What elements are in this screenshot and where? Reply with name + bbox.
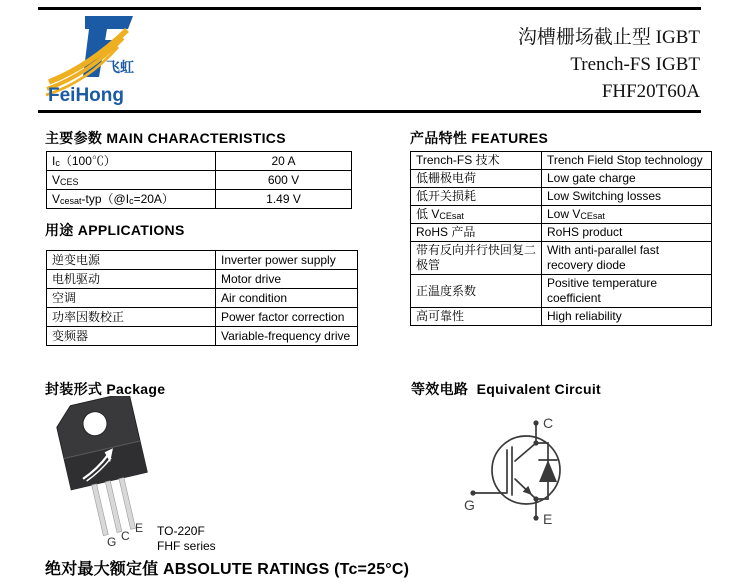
param-cell: 低开关损耗: [411, 188, 542, 206]
title-line-chinese: 沟槽栅场截止型 IGBT: [517, 27, 700, 48]
param-cell: 逆变电源: [47, 251, 216, 270]
pin-label-g: G: [107, 535, 117, 549]
equivalent-circuit-heading: 等效电路 Equivalent Circuit: [411, 381, 601, 397]
absolute-ratings-heading: 绝对最大额定值 ABSOLUTE RATINGS (Tc=25°C): [45, 561, 410, 578]
table-row: [411, 275, 712, 308]
value-cell: 20 A: [216, 152, 352, 171]
pin-label-e: E: [135, 521, 144, 535]
main-characteristics-table: [46, 151, 352, 209]
value-cell: Variable-frequency drive: [216, 327, 358, 346]
param-cell: 低 $V_{CEsat}$: [411, 206, 542, 224]
param-cell: 变频器: [47, 327, 216, 346]
param-cell: 功率因数校正: [47, 308, 216, 327]
table-row: [411, 152, 712, 170]
package-caption: [157, 524, 216, 554]
header-top-rule: [38, 7, 701, 10]
value-cell: Power factor correction: [216, 308, 358, 327]
package-series-label: FHF series: [157, 539, 216, 553]
param-cell: $I_c(100℃)$: [47, 152, 216, 171]
emitter-terminal-dot: [533, 515, 538, 520]
table-row: [411, 188, 712, 206]
param-cell: 低栅极电荷: [411, 170, 542, 188]
param-cell: 正温度系数: [411, 275, 542, 308]
equivalent-circuit-diagram: [432, 402, 622, 547]
value-cell: Low Switching losses: [542, 188, 712, 206]
param-cell: 高可靠性: [411, 308, 542, 326]
table-row: [47, 289, 358, 308]
package-lead-gate: [92, 484, 109, 536]
terminal-label-g: G: [464, 497, 475, 513]
param-cell: 电机驱动: [47, 270, 216, 289]
collector-terminal-dot: [533, 420, 538, 425]
table-row: [47, 152, 352, 171]
table-row: [411, 206, 712, 224]
param-cell: RoHS 产品: [411, 224, 542, 242]
param-cell: Trench-FS 技术: [411, 152, 542, 170]
value-cell: Positive temperature coefficient: [542, 275, 712, 308]
main-characteristics-heading: 主要参数 MAIN CHARACTERISTICS: [45, 130, 286, 146]
gate-terminal-dot: [470, 490, 475, 495]
features-table: [410, 151, 712, 326]
emitter-node-dot: [533, 496, 538, 501]
collector-node-dot: [533, 440, 538, 445]
param-cell: $V_{CES}$: [47, 171, 216, 190]
value-cell: Low $V_{CEsat}$: [542, 206, 712, 224]
table-row: [47, 190, 352, 209]
table-row: [47, 308, 358, 327]
value-cell: Low gate charge: [542, 170, 712, 188]
title-line-part-number: FHF20T60A: [601, 81, 700, 102]
package-lead-emitter: [119, 478, 136, 530]
diode-triangle: [539, 460, 557, 482]
pin-label-c: C: [121, 529, 130, 543]
company-logo: [45, 14, 155, 106]
value-cell: RoHS product: [542, 224, 712, 242]
table-row: [47, 171, 352, 190]
value-cell: Motor drive: [216, 270, 358, 289]
logo-f-top-bar: [85, 16, 133, 29]
applications-table: [46, 250, 358, 346]
title-line-technology: Trench-FS IGBT: [570, 54, 700, 75]
terminal-label-e: E: [543, 511, 553, 527]
param-cell: 带有反向并行快回复二极管: [411, 242, 542, 275]
table-row: [47, 270, 358, 289]
param-cell: 空调: [47, 289, 216, 308]
table-row: [411, 224, 712, 242]
value-cell: 1.49 V: [216, 190, 352, 209]
value-cell: Inverter power supply: [216, 251, 358, 270]
igbt-collector-lead: [515, 443, 536, 461]
terminal-label-c: C: [543, 415, 554, 431]
table-row: [411, 242, 712, 275]
value-cell: High reliability: [542, 308, 712, 326]
value-cell: Trench Field Stop technology: [542, 152, 712, 170]
package-type-label: TO-220F: [157, 524, 205, 538]
table-row: [411, 308, 712, 326]
logo-english-text: FeiHong: [48, 85, 124, 106]
applications-heading: 用途 APPLICATIONS: [45, 222, 185, 238]
logo-chinese-text: 飞虹: [106, 59, 134, 75]
package-heading: 封装形式 Package: [45, 381, 166, 397]
value-cell: With anti-parallel fast recovery diode: [542, 242, 712, 275]
table-row: [47, 251, 358, 270]
header-bottom-rule: [38, 110, 701, 113]
value-cell: Air condition: [216, 289, 358, 308]
features-heading: 产品特性 FEATURES: [410, 130, 549, 146]
package-lead-collector: [105, 481, 122, 533]
value-cell: 600 V: [216, 171, 352, 190]
table-row: [411, 170, 712, 188]
param-cell: $V_{cesat}-typ(@I_c=20A)$: [47, 190, 216, 209]
product-title: [518, 24, 700, 105]
table-row: [47, 327, 358, 346]
logo-graphic: [45, 14, 155, 106]
